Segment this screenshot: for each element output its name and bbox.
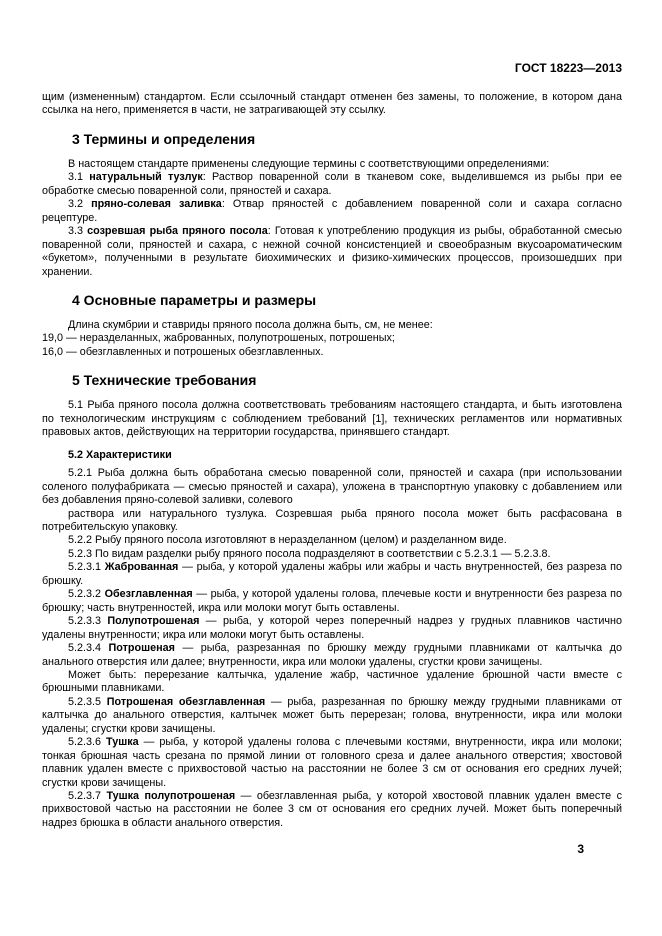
text-run: 5.2.3 По видам разделки рыбу пряного посола подразделяют в соответствии с 5.2.3.1 — 5.2.3.8. [68,547,551,560]
section-heading: 3 Термины и определения [72,130,256,147]
text-run: — рыба, у которой удалены голова с плечевыми костями, внутренности, икра или молоки; тонкая брюшная часть срезана по прямой линии от головного среза и далее анального отверстия; хвостовой плавник удален вместе с прихвостовой частью на расстоянии не более 3 см от основания его средних лучей; сгустки крови зачищены. [42,736,622,789]
text-run: Может быть: перерезание калтычка, удаление жабр, частичное удаление брюшной части вместе с брюшными плавниками. [42,668,622,695]
term-bold: Потрошеная [108,642,175,655]
text-run: — рыба, у которой удалены голова, плечевые кости и внутренности без разреза по брюшку; часть внутренностей, икра или молоки могут быть оставлены. [42,588,622,614]
paragraph [42,467,622,507]
paragraph [42,319,622,332]
section-heading: 5 Технические требования [72,372,257,389]
text-run: 5.2.3.6 [68,736,107,749]
paragraph [42,508,622,535]
standard-number-header: ГОСТ 18223—2013 [514,61,622,75]
term-bold: созревшая рыба пряного посола [87,225,268,238]
term-bold: Полупотрошеная [107,615,200,628]
text-run: раствора или натурального тузлука. Созревшая рыба пряного посола может быть расфасована в потребительскую упаковку. [42,507,622,533]
paragraph [42,790,622,830]
text-run: 5.2.3.2 [68,588,105,601]
document-body [42,91,622,830]
text-run: 5.2.3.1 [68,561,105,574]
text-run: — рыба, у которой через поперечный надрез у грудных плавников частично удалены внутренности; икра или молоки могут быть оставлены. [42,615,622,641]
term-bold: Потрошеная обезглавленная [106,695,266,708]
text-run: щим (измененным) стандартом. Если ссылочный стандарт отменен без замены, то положение, в котором дана ссылка на него, применяется в части, не затрагивающей эту ссылку. [42,91,622,117]
paragraph [42,399,622,439]
term-bold: натуральный тузлук [89,171,203,184]
text-run: 5.2.3.7 [68,790,107,803]
paragraph [42,696,622,736]
text-run: 5.1 Рыба пряного посола должна соответствовать требованиям настоящего стандарта, и быть изготовлена по технологическим инструкциям с соблюдением требований [1], технических регламентов или нормативных правовых актов, действующих на территории государства, принявшего стандарт. [42,399,622,439]
paragraph [42,91,622,118]
paragraph [42,332,622,345]
text-run: 5.2.3.3 [68,615,108,628]
subsection-heading: 5.2 Характеристики [68,448,172,461]
page-number: 3 [577,842,584,856]
text-run: : Готовая к употреблению продукция из рыбы, обработанной смесью поваренной соли, пряностей и сахара, с нежной сочной консистенцией и своеобразным вкусоароматическим «букетом», полученными в результате биохимических и физико-химических процессов, произошедших при хранении. [42,225,622,278]
term-bold: Тушка полупотрошеная [106,790,236,803]
text-run: 3.3 [68,225,88,238]
text-run: : Раствор поваренной соли в тканевом соке, выделившемся из рыбы при ее обработке смесью поваренной соли, пряностей и сахара. [42,171,622,197]
paragraph [42,561,622,588]
paragraph [42,615,622,642]
text-run: : Отвар пряностей с добавлением поваренной соли и сахара согласно рецептуре. [42,198,623,224]
term-bold: Обезглавленная [104,588,193,601]
paragraph [42,669,622,696]
text-run: 5.2.3.4 [68,642,109,655]
paragraph [42,171,622,198]
paragraph [42,225,622,279]
text-run: 3.1 [68,171,90,184]
text-run: — рыба, разрезанная по брюшку между грудными плавниками от калтычка до анального отверстия, калтычек может быть перерезан; голова, внутренности, икра или молоки удалены; сгустки крови зачищены. [42,695,622,735]
paragraph [42,548,622,561]
term-bold: Жаброванная [104,561,179,574]
section-heading: 4 Основные параметры и размеры [72,291,317,308]
text-run: 3.2 [68,198,92,211]
text-run: 5.2.2 Рыбу пряного посола изготовляют в неразделанном (целом) и разделанном виде. [68,534,507,547]
text-run: В настоящем стандарте применены следующие термины с соответствующими определениями: [68,157,550,170]
paragraph [42,736,622,790]
text-run: 5.2.3.5 [68,695,107,708]
paragraph [42,588,622,615]
text-run: — рыба, у которой удалены жабры или жабры и часть внутренностей, без разреза по брюшку. [42,561,622,587]
text-run: Длина скумбрии и ставриды пряного посола должна быть, см, не менее: [68,318,433,331]
text-run: — рыба, разрезанная по брюшку между грудными плавниками от калтычка до анального отверстия или далее; внутренности, икра или молоки удалены, сгустки крови зачищены. [42,642,622,668]
paragraph [42,534,622,547]
paragraph [42,642,622,669]
paragraph [42,158,622,171]
text-run: 5.2.1 Рыба должна быть обработана смесью поваренной соли, пряностей и сахара (при использовании соленого полуфабриката — смесью пряностей и сахара), уложена в транспортную упаковку с добавлением или без добавления пряно-солевой заливки, солевого [42,467,622,507]
term-bold: пряно-солевая заливка [91,198,222,211]
text-run: 16,0 — обезглавленных и потрошеных обезглавленных. [42,345,324,358]
text-run: — обезглавленная рыба, у которой хвостовой плавник удален вместе с прихвостовой частью на расстоянии не более 3 см от основания его средних лучей. Может быть поперечный надрез брюшка в области анального отверстия. [42,790,622,829]
term-bold: Тушка [106,736,139,749]
paragraph [42,346,622,359]
paragraph [42,198,622,225]
text-run: 19,0 — неразделанных, жаброванных, полупотрошеных, потрошеных; [42,332,395,345]
